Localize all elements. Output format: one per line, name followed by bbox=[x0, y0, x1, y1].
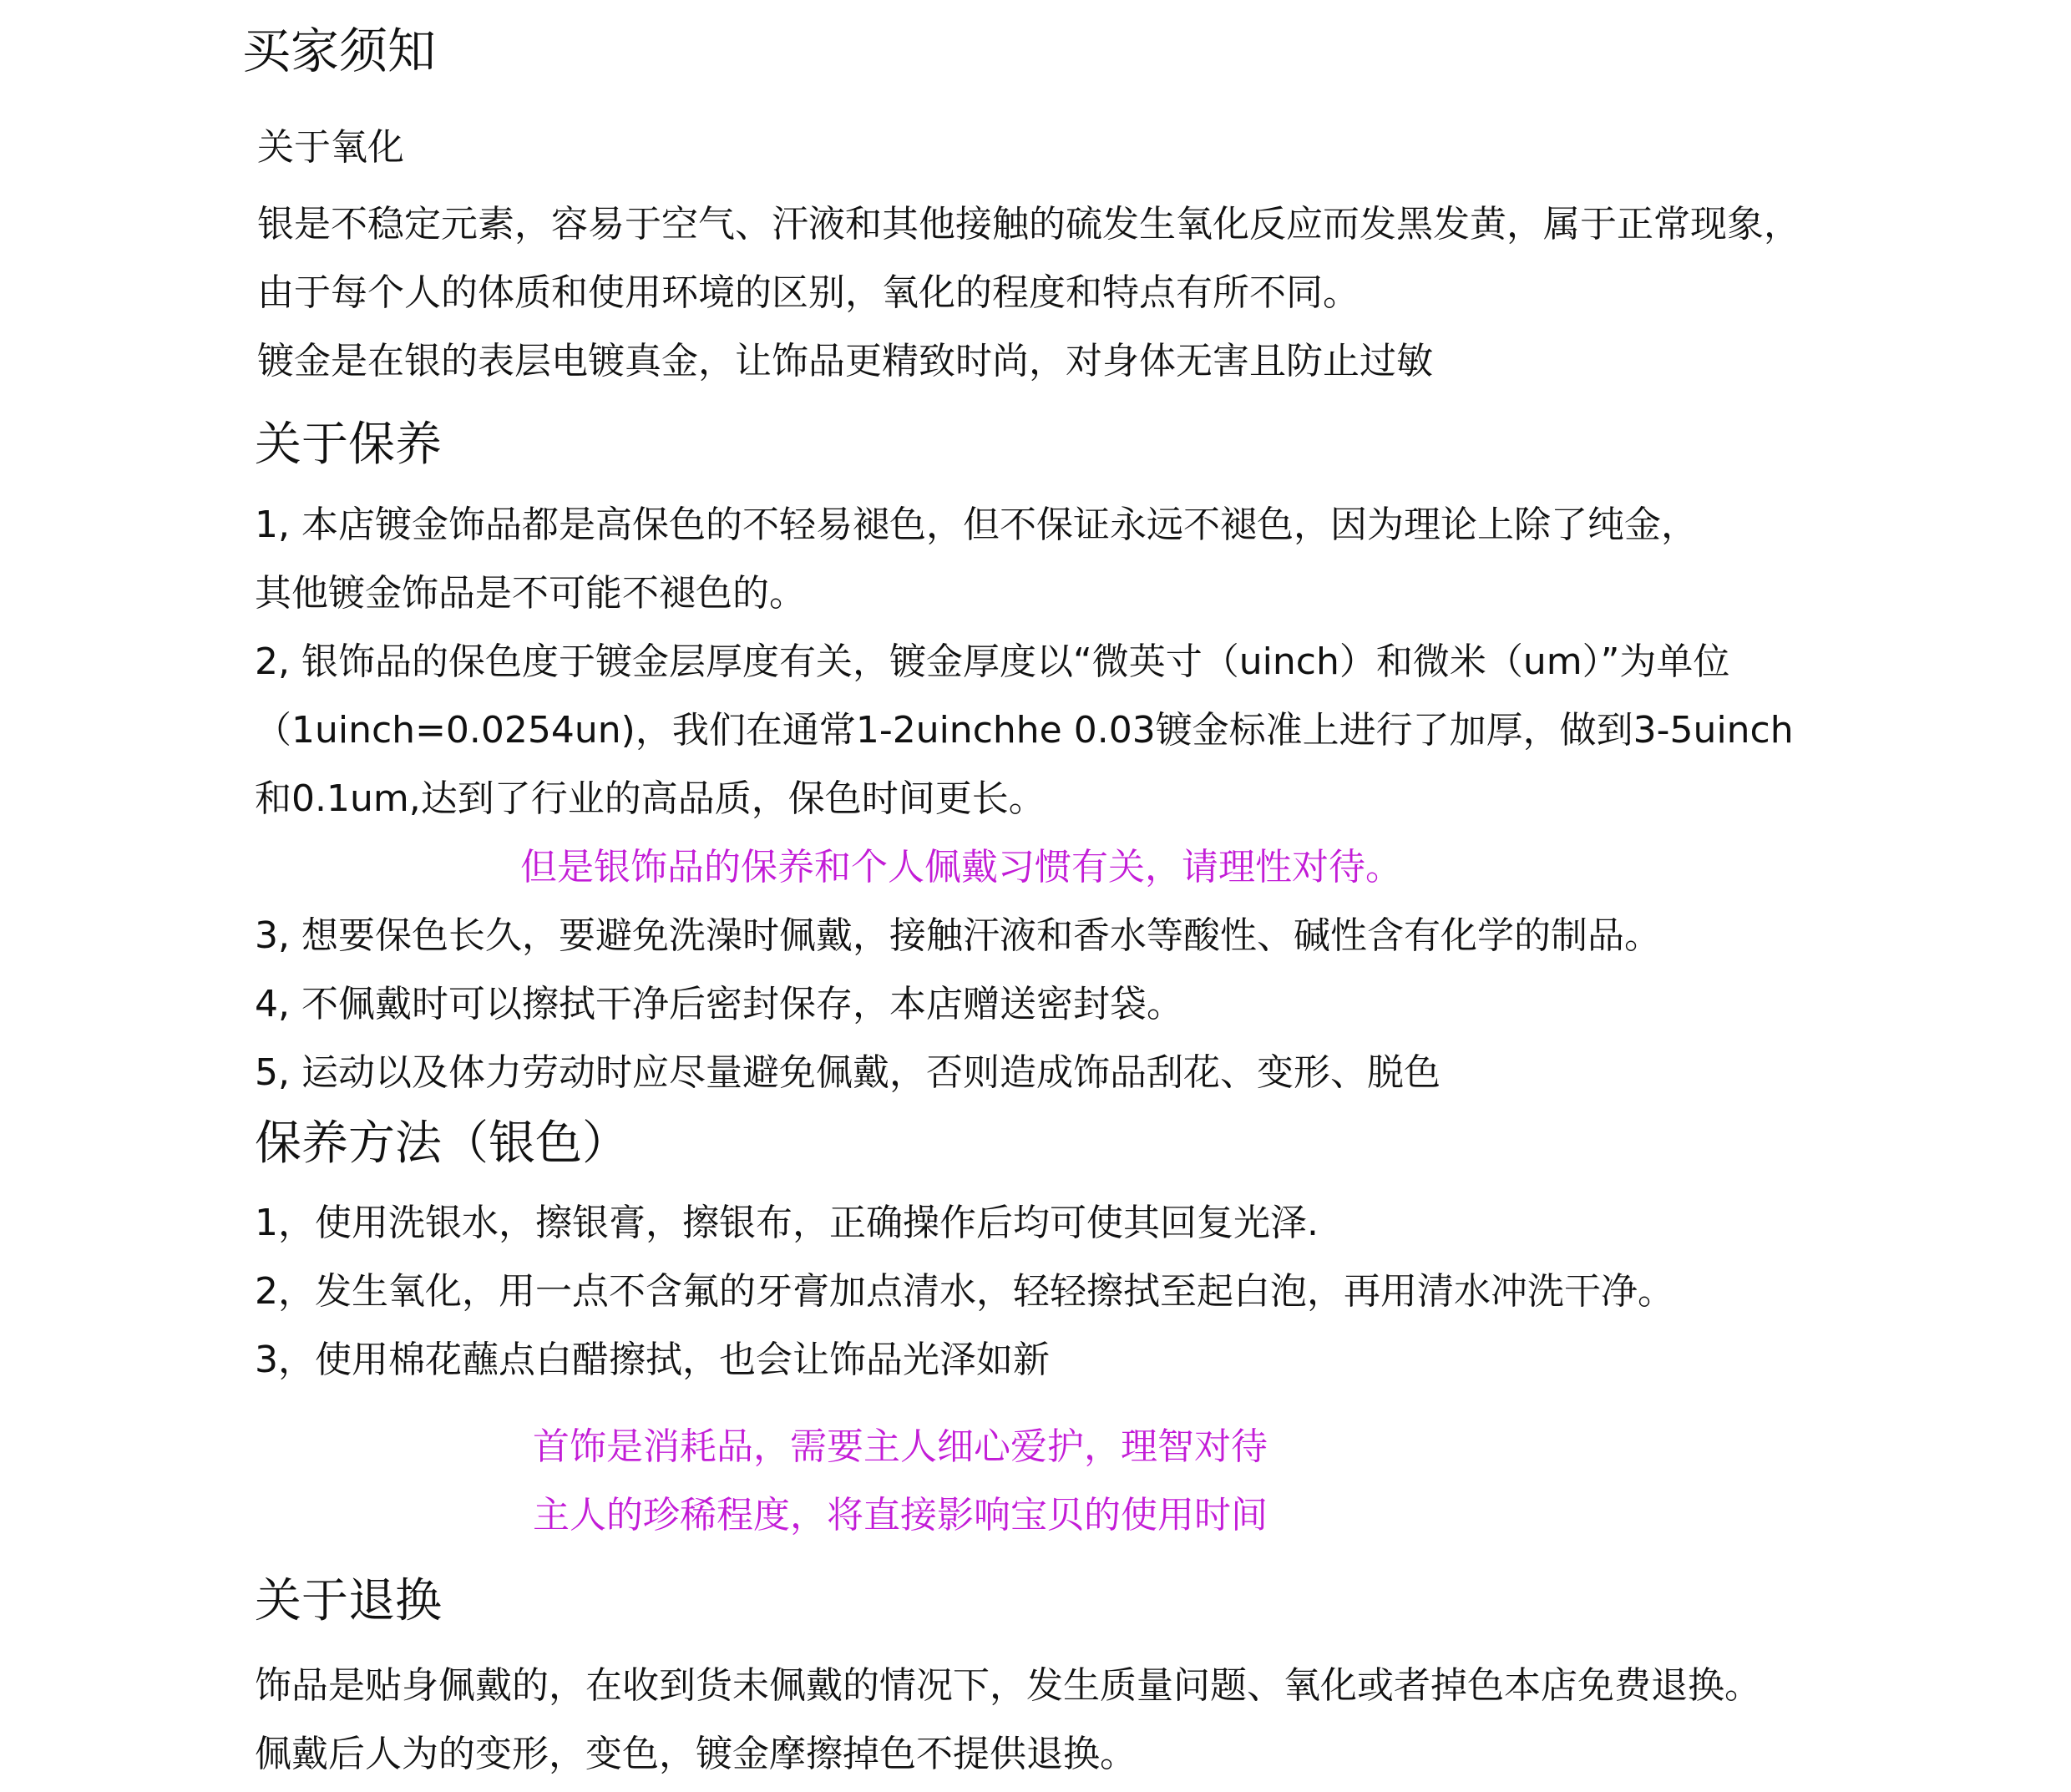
returns-line: 饰品是贴身佩戴的，在收到货未佩戴的情况下，发生质量问题、氧化或者掉色本店免费退换。 bbox=[255, 1664, 1761, 1707]
maintenance-line: 3, 想要保色长久，要避免洗澡时佩戴，接触汗液和香水等酸性、碱性含有化学的制品。 bbox=[255, 914, 1661, 957]
maintenance-line: 4, 不佩戴时可以擦拭干净后密封保存，本店赠送密封袋。 bbox=[255, 983, 1183, 1025]
returns-line: 佩戴后人为的变形，变色，镀金摩擦掉色不提供退换。 bbox=[255, 1733, 1137, 1775]
method-line: 1，使用洗银水，擦银膏，擦银布，正确操作后均可使其回复光泽. bbox=[255, 1202, 1319, 1244]
oxidation-line: 由于每个人的体质和使用环境的区别，氧化的程度和特点有所不同。 bbox=[257, 271, 1360, 314]
method-highlight: 首饰是消耗品，需要主人细心爱护，理智对待 bbox=[533, 1425, 1268, 1468]
maintenance-line: 和0.1um,达到了行业的高品质，保色时间更长。 bbox=[255, 777, 1046, 820]
oxidation-heading: 关于氧化 bbox=[257, 126, 404, 169]
method-line: 3，使用棉花蘸点白醋擦拭，也会让饰品光泽如新 bbox=[255, 1339, 1050, 1381]
maintenance-heading: 关于保养 bbox=[255, 418, 442, 472]
returns-heading: 关于退换 bbox=[255, 1574, 442, 1628]
page-title: 买家须知 bbox=[242, 23, 437, 79]
oxidation-line: 镀金是在银的表层电镀真金，让饰品更精致时尚，对身体无害且防止过敏 bbox=[257, 340, 1433, 382]
maintenance-line: 其他镀金饰品是不可能不褪色的。 bbox=[255, 572, 806, 615]
oxidation-line: 银是不稳定元素，容易于空气、汗液和其他接触的硫发生氧化反应而发黑发黄，属于正常现象， bbox=[257, 203, 1800, 246]
method-heading: 保养方法（银色） bbox=[255, 1116, 629, 1171]
method-line: 2，发生氧化，用一点不含氟的牙膏加点清水，轻轻擦拭至起白泡，再用清水冲洗干净。 bbox=[255, 1270, 1674, 1313]
maintenance-line: （1uinch=0.0254un)，我们在通常1-2uinchhe 0.03镀金标准上进行了加厚，做到3-5uinch bbox=[255, 709, 1794, 752]
method-highlight: 主人的珍稀程度，将直接影响宝贝的使用时间 bbox=[533, 1494, 1268, 1536]
maintenance-line: 2, 银饰品的保色度于镀金层厚度有关，镀金厚度以“微英寸（uinch）和微米（um）”为单位 bbox=[255, 640, 1730, 683]
maintenance-highlight: 但是银饰品的保养和个人佩戴习惯有关，请理性对待。 bbox=[520, 846, 1402, 888]
maintenance-line: 1, 本店镀金饰品都是高保色的不轻易褪色，但不保证永远不褪色，因为理论上除了纯金， bbox=[255, 504, 1698, 546]
maintenance-line: 5, 运动以及体力劳动时应尽量避免佩戴，否则造成饰品刮花、变形、脱色 bbox=[255, 1051, 1441, 1094]
